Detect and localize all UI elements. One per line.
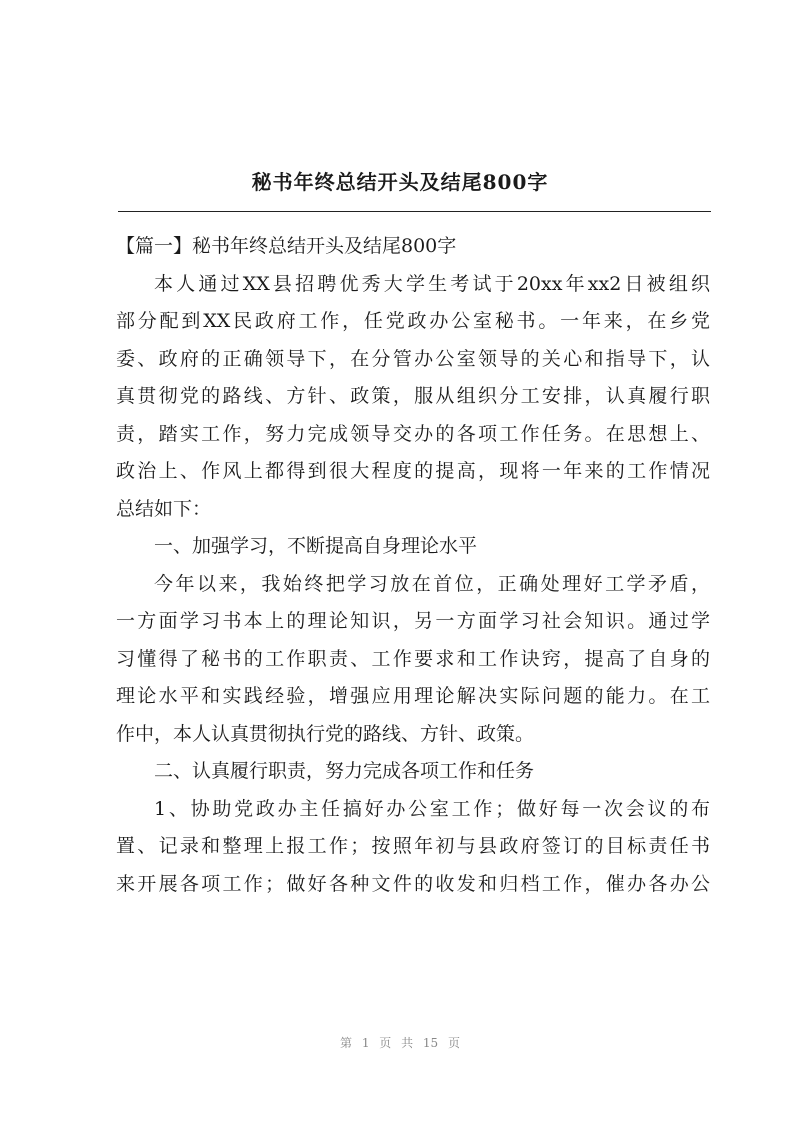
body-line: 1、协助党政办主任搞好办公室工作；做好每一次会议的布 <box>154 797 710 820</box>
body-line: 本人通过XX县招聘优秀大学生考试于20xx年xx2日被组织 <box>154 272 710 295</box>
body-line: 今年以来，我始终把学习放在首位，正确处理好工学矛盾， <box>154 572 710 595</box>
page-title: 秘书年终总结开头及结尾800字 <box>251 170 549 194</box>
body-line: 来开展各项工作；做好各种文件的收发和归档工作，催办各办公 <box>116 872 710 895</box>
section-heading: 一、加强学习，不断提高自身理论水平 <box>154 535 478 557</box>
document-body <box>116 228 710 903</box>
body-line: 【篇一】秘书年终总结开头及结尾800字 <box>116 235 457 257</box>
body-line: 理论水平和实践经验，增强应用理论解决实际问题的能力。在工 <box>116 685 710 707</box>
body-line: 责，踏实工作，努力完成领导交办的各项工作任务。在思想上、 <box>116 422 710 445</box>
body-line: 一方面学习书本上的理论知识，另一方面学习社会知识。通过学 <box>116 610 710 632</box>
title-divider <box>118 211 711 212</box>
body-line: 政治上、作风上都得到很大程度的提高，现将一年来的工作情况 <box>116 460 710 482</box>
section-heading: 二、认真履行职责，努力完成各项工作和任务 <box>154 760 535 782</box>
body-line: 置、记录和整理上报工作；按照年初与县政府签订的目标责任书 <box>116 835 710 857</box>
body-line: 部分配到XX民政府工作，任党政办公室秘书。一年来，在乡党 <box>116 310 710 332</box>
body-line: 总结如下： <box>116 497 212 520</box>
page-number-footer: 第 1 页 共 15 页 <box>340 1036 460 1050</box>
body-line: 习懂得了秘书的工作职责、工作要求和工作诀窍，提高了自身的 <box>116 647 710 670</box>
body-line: 作中，本人认真贯彻执行党的路线、方针、政策。 <box>116 722 535 745</box>
body-line: 委、政府的正确领导下，在分管办公室领导的关心和指导下，认 <box>116 347 710 370</box>
body-line: 真贯彻党的路线、方针、政策，服从组织分工安排，认真履行职 <box>116 385 710 407</box>
